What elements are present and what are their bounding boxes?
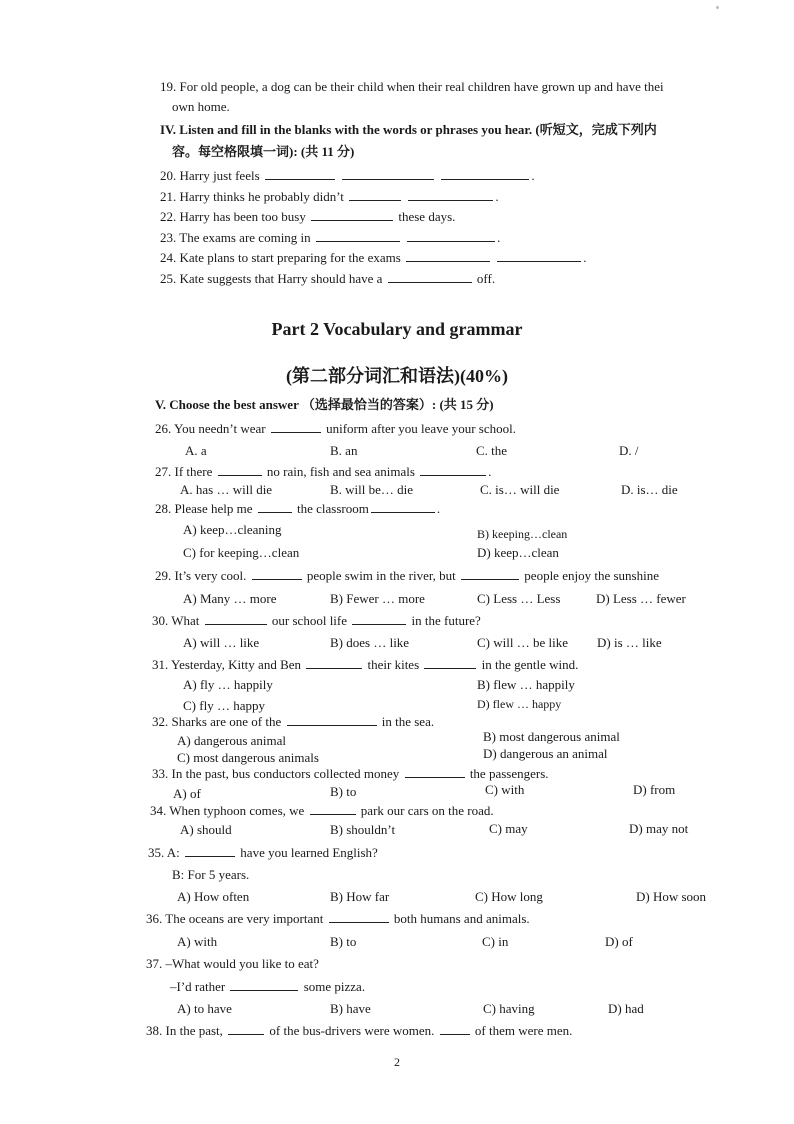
option-b[interactable]: B) have <box>330 1001 371 1016</box>
blank[interactable] <box>218 463 262 476</box>
option-d[interactable]: D) from <box>633 782 676 797</box>
section-iv-instructions-line1: IV. Listen and fill in the blanks with the words or phrases you hear. (听短文，完成下列内 <box>160 122 657 137</box>
question-35 <box>148 844 378 862</box>
blank[interactable] <box>461 567 519 580</box>
question-text: 20. Harry just feels <box>160 168 260 183</box>
option-c[interactable]: C) for keeping…clean <box>183 545 300 560</box>
page-number: 2 <box>394 1055 400 1069</box>
blank[interactable] <box>440 1022 470 1035</box>
question-text: 38. In the past, <box>146 1023 223 1038</box>
question-text-tail: in the gentle wind. <box>481 657 579 672</box>
question-text-mid: no rain, fish and sea animals <box>266 464 415 479</box>
question-text-tail: in the sea. <box>381 714 435 729</box>
question-text: 21. Harry thinks he probably didn’t <box>160 189 344 204</box>
question-26 <box>155 420 516 438</box>
question-text-tail: have you learned English? <box>240 845 378 860</box>
question-29 <box>155 567 659 585</box>
blank[interactable] <box>441 167 529 180</box>
question-37-response <box>170 978 365 996</box>
option-c[interactable]: C) fly … happy <box>183 698 265 713</box>
option-a[interactable]: A) Many … more <box>183 591 277 606</box>
option-d[interactable]: D) flew … happy <box>477 697 562 711</box>
question-27 <box>155 463 491 481</box>
question-text-tail: the passengers. <box>469 766 549 781</box>
question-text: 26. You needn’t wear <box>155 421 266 436</box>
question-text: 23. The exams are coming in <box>160 230 311 245</box>
option-a[interactable]: A) How often <box>177 889 250 904</box>
question-text-mid: people swim in the river, but <box>306 568 456 583</box>
question-30 <box>152 612 481 630</box>
punctuation: . <box>488 464 492 479</box>
question-19-line2: own home. <box>172 99 230 114</box>
blank[interactable] <box>258 500 292 513</box>
question-text-mid: the classroom <box>296 501 369 516</box>
blank[interactable] <box>424 656 476 669</box>
option-b[interactable]: B) Fewer … more <box>330 591 425 606</box>
blank[interactable] <box>407 229 495 242</box>
option-c[interactable]: C) will … be like <box>477 635 568 650</box>
question-text-tail: uniform after you leave your school. <box>326 421 516 436</box>
blank[interactable] <box>271 420 321 433</box>
option-b[interactable]: B) to <box>330 934 357 949</box>
question-text-tail: of them were men. <box>474 1023 573 1038</box>
question-text-mid: of the bus-drivers were women. <box>269 1023 435 1038</box>
blank[interactable] <box>388 270 472 283</box>
blank[interactable] <box>405 765 465 778</box>
question-text-tail: in the future? <box>411 613 481 628</box>
section-iv-instructions-line2: 容。每空格限填一词): (共 11 分) <box>172 144 355 159</box>
blank[interactable] <box>230 978 298 991</box>
blank[interactable] <box>252 567 302 580</box>
blank[interactable] <box>306 656 362 669</box>
blank[interactable] <box>311 208 393 221</box>
question-35-response: B: For 5 years. <box>172 867 250 882</box>
question-23 <box>160 229 500 247</box>
punctuation: . <box>497 230 501 245</box>
blank[interactable] <box>287 713 377 726</box>
question-text-tail: park our cars on the road. <box>360 803 494 818</box>
option-a[interactable]: A) will … like <box>183 635 260 650</box>
question-text: 24. Kate plans to start preparing for the exams <box>160 250 401 265</box>
option-a[interactable]: A) with <box>177 934 218 949</box>
blank[interactable] <box>406 249 490 262</box>
scan-speck <box>716 6 719 9</box>
option-d[interactable]: D) is … like <box>597 635 662 650</box>
blank[interactable] <box>371 500 435 513</box>
question-text: 30. What <box>152 613 200 628</box>
question-28 <box>155 500 440 518</box>
option-b[interactable]: B) shouldn’t <box>330 822 396 837</box>
part2-subtitle: (第二部分词汇和语法)(40%) <box>286 366 508 386</box>
question-38 <box>146 1022 572 1040</box>
question-text-tail: some pizza. <box>303 979 366 994</box>
question-text: 28. Please help me <box>155 501 253 516</box>
option-c[interactable]: C) How long <box>475 889 543 904</box>
blank[interactable] <box>265 167 335 180</box>
option-b[interactable]: B) flew … happily <box>477 677 575 692</box>
option-d[interactable]: D) keep…clean <box>477 545 559 560</box>
option-c[interactable]: C) having <box>483 1001 535 1016</box>
punctuation: . <box>531 168 535 183</box>
question-text: 22. Harry has been too busy <box>160 209 306 224</box>
question-text-tail: these days. <box>398 209 456 224</box>
blank[interactable] <box>228 1022 264 1035</box>
blank[interactable] <box>329 910 389 923</box>
option-d[interactable]: D) may not <box>629 821 689 836</box>
question-text: 25. Kate suggests that Harry should have a <box>160 271 383 286</box>
punctuation: . <box>495 189 499 204</box>
option-d[interactable]: D. is… die <box>621 482 678 497</box>
question-text: 34. When typhoon comes, we <box>150 803 305 818</box>
option-a[interactable]: A) should <box>180 822 232 837</box>
section-v-instructions: V. Choose the best answer （选择最恰当的答案）: (共 15 分) <box>155 397 494 412</box>
question-text-mid: our school life <box>271 613 348 628</box>
option-c[interactable]: C) may <box>489 821 528 836</box>
question-text-mid: their kites <box>367 657 420 672</box>
option-b[interactable]: B) does … like <box>330 635 410 650</box>
option-c[interactable]: C. is… will die <box>480 482 560 497</box>
question-34 <box>150 802 494 820</box>
option-a[interactable]: A. a <box>185 443 207 458</box>
option-b[interactable]: B) to <box>330 784 357 799</box>
question-text-tail: both humans and animals. <box>393 911 530 926</box>
blank[interactable] <box>310 802 356 815</box>
question-text-tail: people enjoy the sunshine <box>524 568 659 583</box>
option-d[interactable]: D) of <box>605 934 633 949</box>
question-text: 33. In the past, bus conductors collected money <box>152 766 400 781</box>
option-d[interactable]: D. / <box>619 443 639 458</box>
option-d[interactable]: D) How soon <box>636 889 707 904</box>
question-36 <box>146 910 530 928</box>
option-d[interactable]: D) Less … fewer <box>596 591 686 606</box>
question-25 <box>160 270 495 288</box>
question-text-tail: off. <box>476 271 496 286</box>
blank[interactable] <box>205 612 267 625</box>
blank[interactable] <box>342 167 434 180</box>
option-a[interactable]: A) to have <box>177 1001 232 1016</box>
question-24 <box>160 249 587 267</box>
option-c[interactable]: C. the <box>476 443 508 458</box>
option-a[interactable]: A) dangerous animal <box>177 733 287 748</box>
punctuation: . <box>583 250 587 265</box>
option-d[interactable]: D) had <box>608 1001 644 1016</box>
option-a[interactable]: A) keep…cleaning <box>183 522 282 537</box>
question-37: 37. –What would you like to eat? <box>146 956 319 971</box>
question-21 <box>160 188 499 206</box>
question-32 <box>152 713 434 731</box>
punctuation: . <box>436 501 441 516</box>
question-text: 36. The oceans are very important <box>146 911 324 926</box>
blank[interactable] <box>352 612 406 625</box>
blank[interactable] <box>316 229 400 242</box>
blank[interactable] <box>185 844 235 857</box>
blank[interactable] <box>497 249 581 262</box>
option-b[interactable]: B) most dangerous animal <box>483 729 620 744</box>
question-22 <box>160 208 455 226</box>
part2-title: Part 2 Vocabulary and grammar <box>271 319 523 339</box>
option-c[interactable]: C) most dangerous animals <box>177 750 319 765</box>
question-text: 35. A: <box>148 845 180 860</box>
option-a[interactable]: A. has … will die <box>180 482 273 497</box>
option-d[interactable]: D) dangerous an animal <box>483 746 608 761</box>
option-c[interactable]: C) in <box>482 934 509 949</box>
blank[interactable] <box>408 188 493 201</box>
question-20 <box>160 167 535 185</box>
option-b[interactable]: B) keeping…clean <box>477 527 568 541</box>
option-a[interactable]: A) of <box>173 786 201 801</box>
question-31 <box>152 656 578 674</box>
question-text: 29. It’s very cool. <box>155 568 247 583</box>
option-b[interactable]: B. an <box>330 443 358 458</box>
question-19-line1: 19. For old people, a dog can be their child when their real children have grown up and have thei <box>160 79 664 94</box>
question-text: 27. If there <box>155 464 213 479</box>
option-a[interactable]: A) fly … happily <box>183 677 273 692</box>
option-c[interactable]: C) Less … Less <box>477 591 561 606</box>
option-b[interactable]: B) How far <box>330 889 390 904</box>
blank[interactable] <box>420 463 486 476</box>
option-c[interactable]: C) with <box>485 782 525 797</box>
question-text: –I’d rather <box>170 979 226 994</box>
question-text: 32. Sharks are one of the <box>152 714 282 729</box>
option-b[interactable]: B. will be… die <box>330 482 414 497</box>
blank[interactable] <box>349 188 401 201</box>
question-text: 31. Yesterday, Kitty and Ben <box>152 657 302 672</box>
